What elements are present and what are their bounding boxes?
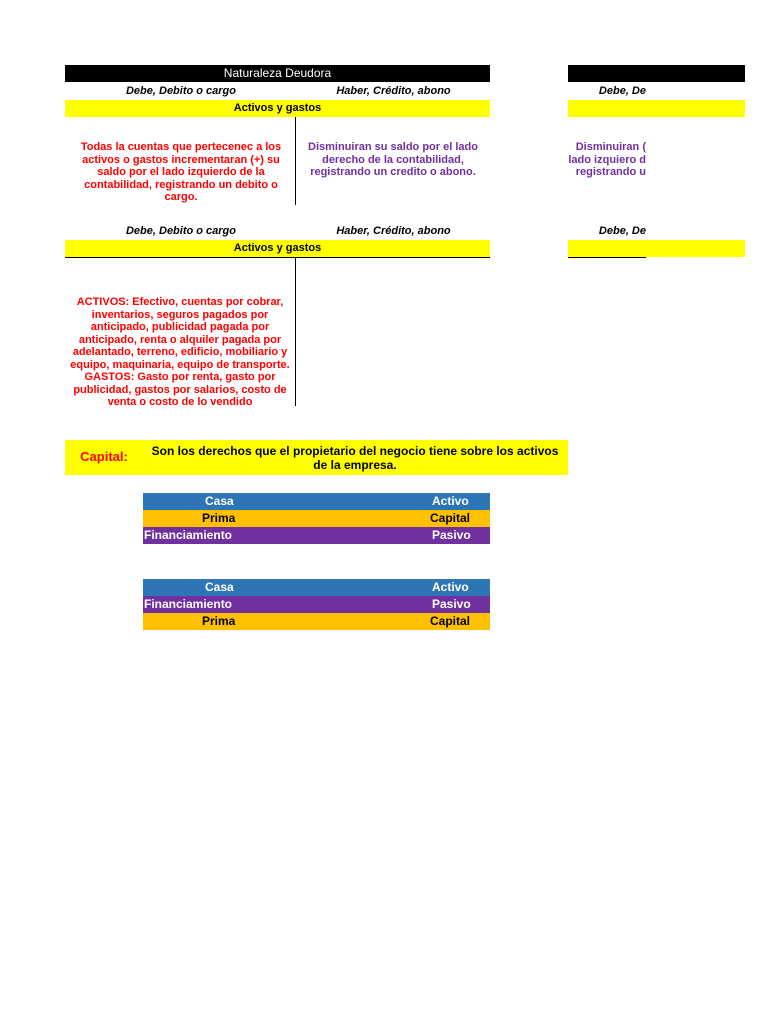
activos-gastos-band: Activos y gastos bbox=[65, 100, 490, 117]
right-partial-line-1: Disminuiran ( bbox=[575, 141, 646, 153]
debe-label-2: Debe, Debito o cargo bbox=[125, 225, 237, 237]
table1-row-financiamiento bbox=[143, 527, 490, 544]
table2-row-prima bbox=[143, 613, 490, 630]
table2-type: Capital bbox=[430, 614, 471, 628]
t-horizontal-line-right-2 bbox=[568, 257, 646, 258]
capital-label: Capital: bbox=[80, 449, 128, 464]
table2-type: Pasivo bbox=[432, 597, 471, 611]
band-right bbox=[568, 100, 745, 117]
table1-item: Financiamiento bbox=[144, 528, 233, 542]
naturaleza-acreedora-header bbox=[568, 65, 745, 82]
haber-label-2: Haber, Crédito, abono bbox=[336, 225, 451, 237]
debe-label: Debe, Debito o cargo bbox=[125, 85, 237, 97]
t-horizontal-line-2 bbox=[65, 257, 490, 258]
t-vertical-line bbox=[295, 117, 296, 205]
table1-item: Prima bbox=[202, 511, 236, 525]
table1-row-prima bbox=[143, 510, 490, 527]
table2-item: Casa bbox=[205, 580, 234, 594]
table1-type: Capital bbox=[430, 511, 471, 525]
t-vertical-line-2 bbox=[295, 257, 296, 406]
right-partial-line-3: registrando u bbox=[575, 166, 646, 178]
debit-rule-text: Todas la cuentas que pertecenec a los activos o gastos incrementaran (+) su saldo por el lado izquierdo de la contabilidad, registrando un debito o cargo. bbox=[80, 141, 282, 203]
table1-type: Activo bbox=[432, 494, 469, 508]
account-examples-text: ACTIVOS: Efectivo, cuentas por cobrar, inventarios, seguros pagados por anticipado, publicidad pagada por anticipado, renta o alquiler pagada por adelantado, terreno, edificio, mobiliario y equipo, maquinaria, equipo de transporte. GASTOS: Gasto por renta, gasto por publicidad, gastos por salarios, costo de venta o costo de lo vendido bbox=[70, 296, 290, 408]
credit-rule-text: Disminuiran su saldo por el lado derecho de la contabilidad, registrando un credito o abono. bbox=[308, 141, 478, 178]
capital-definition-text: Son los derechos que el propietario del negocio tiene sobre los activos de la empresa. bbox=[151, 444, 559, 472]
table2-item: Financiamiento bbox=[144, 597, 233, 611]
capital-definition-box bbox=[65, 440, 568, 475]
table1-type: Pasivo bbox=[432, 528, 471, 542]
right-partial-text bbox=[568, 141, 646, 179]
right-partial-line-2: lado izquiero d bbox=[568, 153, 646, 166]
naturaleza-deudora-header: Naturaleza Deudora bbox=[65, 65, 490, 82]
debe-label-right: Debe, De bbox=[598, 85, 646, 97]
table2-row-casa bbox=[143, 579, 490, 596]
table2-type: Activo bbox=[432, 580, 469, 594]
table1-item: Casa bbox=[205, 494, 234, 508]
debe-label-right-2: Debe, De bbox=[598, 225, 646, 237]
activos-gastos-band-2: Activos y gastos bbox=[65, 240, 490, 257]
band-right-2 bbox=[568, 240, 745, 257]
table1-row-casa bbox=[143, 493, 490, 510]
haber-label: Haber, Crédito, abono bbox=[336, 85, 451, 97]
table2-item: Prima bbox=[202, 614, 236, 628]
table2-row-financiamiento bbox=[143, 596, 490, 613]
